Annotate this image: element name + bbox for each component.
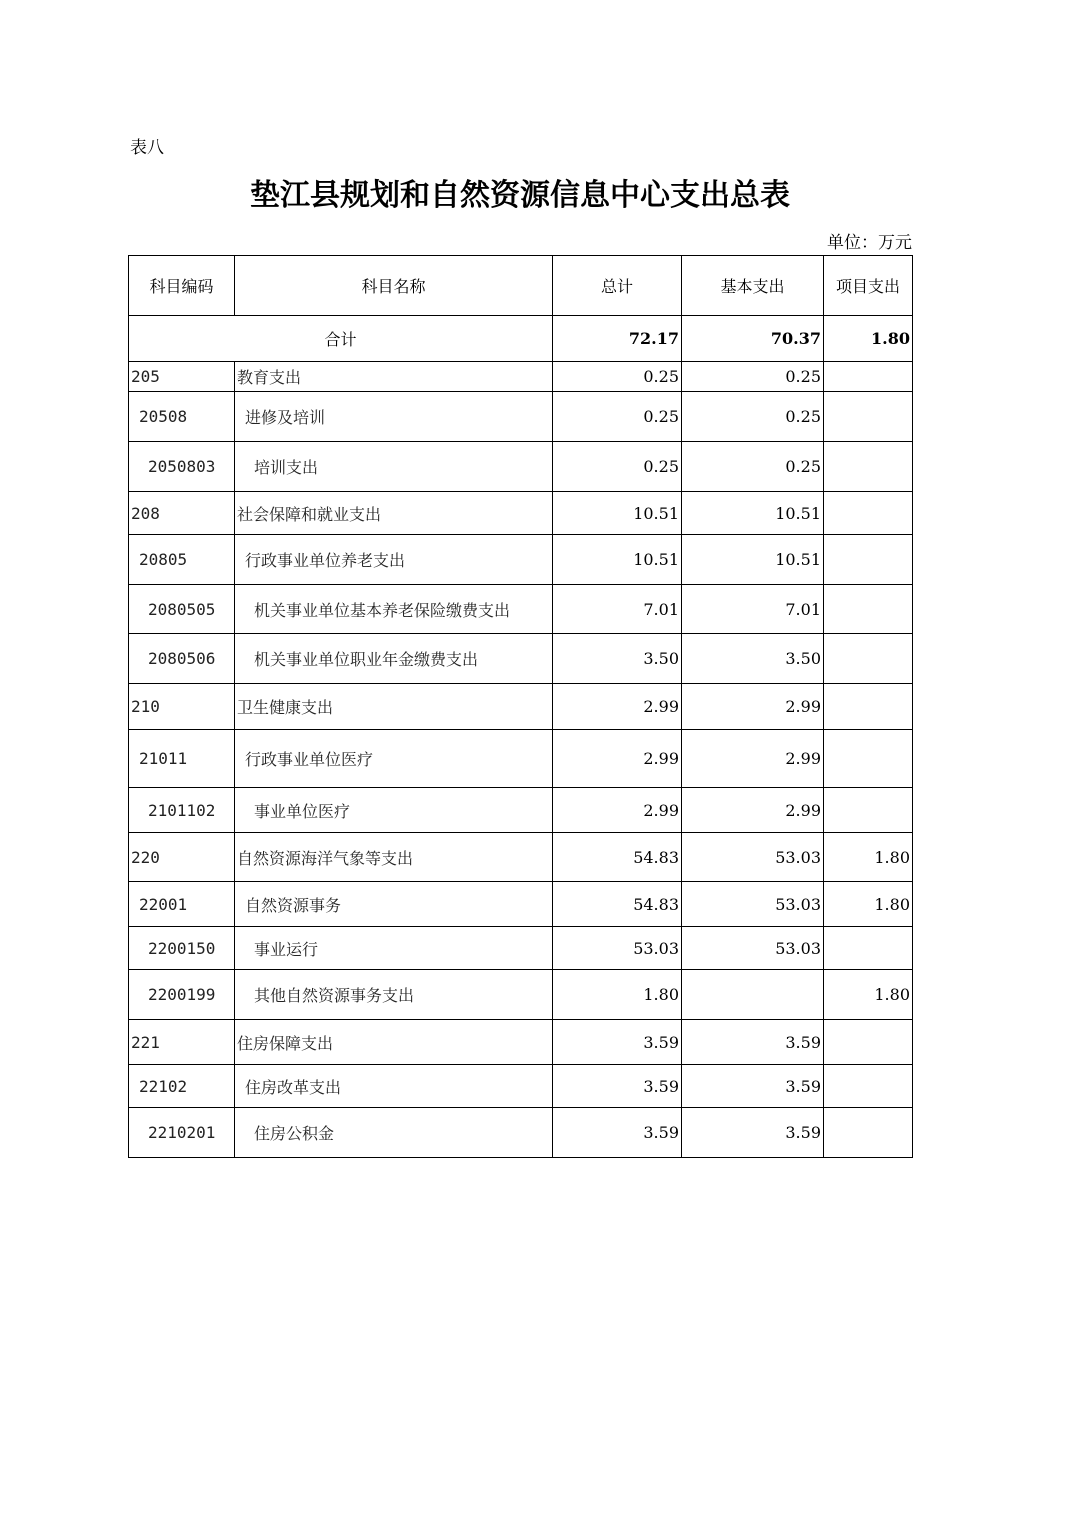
row-basic: 2.99 [682,788,824,833]
row-project [824,730,913,788]
table-row [129,927,913,970]
total-basic: 70.37 [682,316,824,362]
row-project [824,442,913,492]
row-code: 22102 [129,1065,235,1108]
table-label: 表八 [130,138,164,158]
row-code: 2200150 [129,927,235,970]
row-code: 2200199 [129,970,235,1020]
expense-table [128,255,913,1158]
row-basic: 3.59 [682,1020,824,1065]
row-code: 20805 [129,535,235,585]
table-row [129,833,913,882]
row-project [824,1020,913,1065]
row-project [824,362,913,392]
row-total: 10.51 [553,492,682,535]
row-basic: 53.03 [682,833,824,882]
row-total: 7.01 [553,585,682,634]
row-basic: 3.59 [682,1108,824,1158]
table-row [129,684,913,730]
row-name: 住房保障支出 [235,1020,553,1065]
table-row [129,362,913,392]
row-code: 22001 [129,882,235,927]
row-total: 3.50 [553,634,682,684]
row-basic: 53.03 [682,882,824,927]
row-total: 53.03 [553,927,682,970]
row-project [824,684,913,730]
table-row [129,730,913,788]
row-project [824,927,913,970]
header-name: 科目名称 [235,256,553,316]
table-row [129,1108,913,1158]
row-total: 54.83 [553,882,682,927]
row-code: 2210201 [129,1108,235,1158]
row-project: 1.80 [824,833,913,882]
row-project [824,585,913,634]
row-project: 1.80 [824,970,913,1020]
table-row [129,788,913,833]
row-name: 自然资源海洋气象等支出 [235,833,553,882]
row-total: 54.83 [553,833,682,882]
table-row [129,585,913,634]
row-project [824,535,913,585]
row-basic: 0.25 [682,442,824,492]
row-project: 1.80 [824,882,913,927]
total-total: 72.17 [553,316,682,362]
row-project [824,1065,913,1108]
row-basic [682,970,824,1020]
row-name: 卫生健康支出 [235,684,553,730]
row-code: 21011 [129,730,235,788]
row-project [824,1108,913,1158]
row-total: 2.99 [553,788,682,833]
row-name: 机关事业单位基本养老保险缴费支出 [235,585,553,634]
header-basic: 基本支出 [682,256,824,316]
row-name: 自然资源事务 [235,882,553,927]
row-total: 3.59 [553,1065,682,1108]
row-code: 220 [129,833,235,882]
row-basic: 2.99 [682,730,824,788]
row-name: 社会保障和就业支出 [235,492,553,535]
row-code: 221 [129,1020,235,1065]
table-row [129,970,913,1020]
row-project [824,492,913,535]
row-total: 0.25 [553,442,682,492]
row-code: 20508 [129,392,235,442]
row-code: 210 [129,684,235,730]
table-row [129,882,913,927]
row-code: 208 [129,492,235,535]
row-basic: 53.03 [682,927,824,970]
row-code: 2080506 [129,634,235,684]
table-row [129,442,913,492]
total-row [129,316,913,362]
row-name: 事业运行 [235,927,553,970]
page-title: 垫江县规划和自然资源信息中心支出总表 [250,178,790,213]
table-row [129,492,913,535]
row-total: 0.25 [553,392,682,442]
unit-label: 单位：万元 [827,233,912,253]
row-project [824,788,913,833]
row-basic: 7.01 [682,585,824,634]
row-basic: 0.25 [682,362,824,392]
row-total: 10.51 [553,535,682,585]
header-project: 项目支出 [824,256,913,316]
header-total: 总计 [553,256,682,316]
row-basic: 3.50 [682,634,824,684]
table-row [129,634,913,684]
table-row [129,392,913,442]
table-row [129,1065,913,1108]
header-code: 科目编码 [129,256,235,316]
row-project [824,634,913,684]
row-name: 行政事业单位养老支出 [235,535,553,585]
row-code: 205 [129,362,235,392]
row-basic: 3.59 [682,1065,824,1108]
row-name: 其他自然资源事务支出 [235,970,553,1020]
row-total: 3.59 [553,1020,682,1065]
row-project [824,392,913,442]
row-name: 住房改革支出 [235,1065,553,1108]
row-total: 2.99 [553,684,682,730]
row-total: 2.99 [553,730,682,788]
header-row [129,256,913,316]
row-basic: 10.51 [682,492,824,535]
row-name: 机关事业单位职业年金缴费支出 [235,634,553,684]
row-basic: 0.25 [682,392,824,442]
row-name: 行政事业单位医疗 [235,730,553,788]
total-label: 合计 [129,316,553,362]
row-basic: 2.99 [682,684,824,730]
total-project: 1.80 [824,316,913,362]
row-code: 2080505 [129,585,235,634]
row-code: 2101102 [129,788,235,833]
row-code: 2050803 [129,442,235,492]
table-row [129,1020,913,1065]
row-total: 3.59 [553,1108,682,1158]
row-name: 教育支出 [235,362,553,392]
row-total: 1.80 [553,970,682,1020]
row-name: 进修及培训 [235,392,553,442]
row-total: 0.25 [553,362,682,392]
row-name: 事业单位医疗 [235,788,553,833]
row-name: 住房公积金 [235,1108,553,1158]
table-row [129,535,913,585]
row-basic: 10.51 [682,535,824,585]
row-name: 培训支出 [235,442,553,492]
